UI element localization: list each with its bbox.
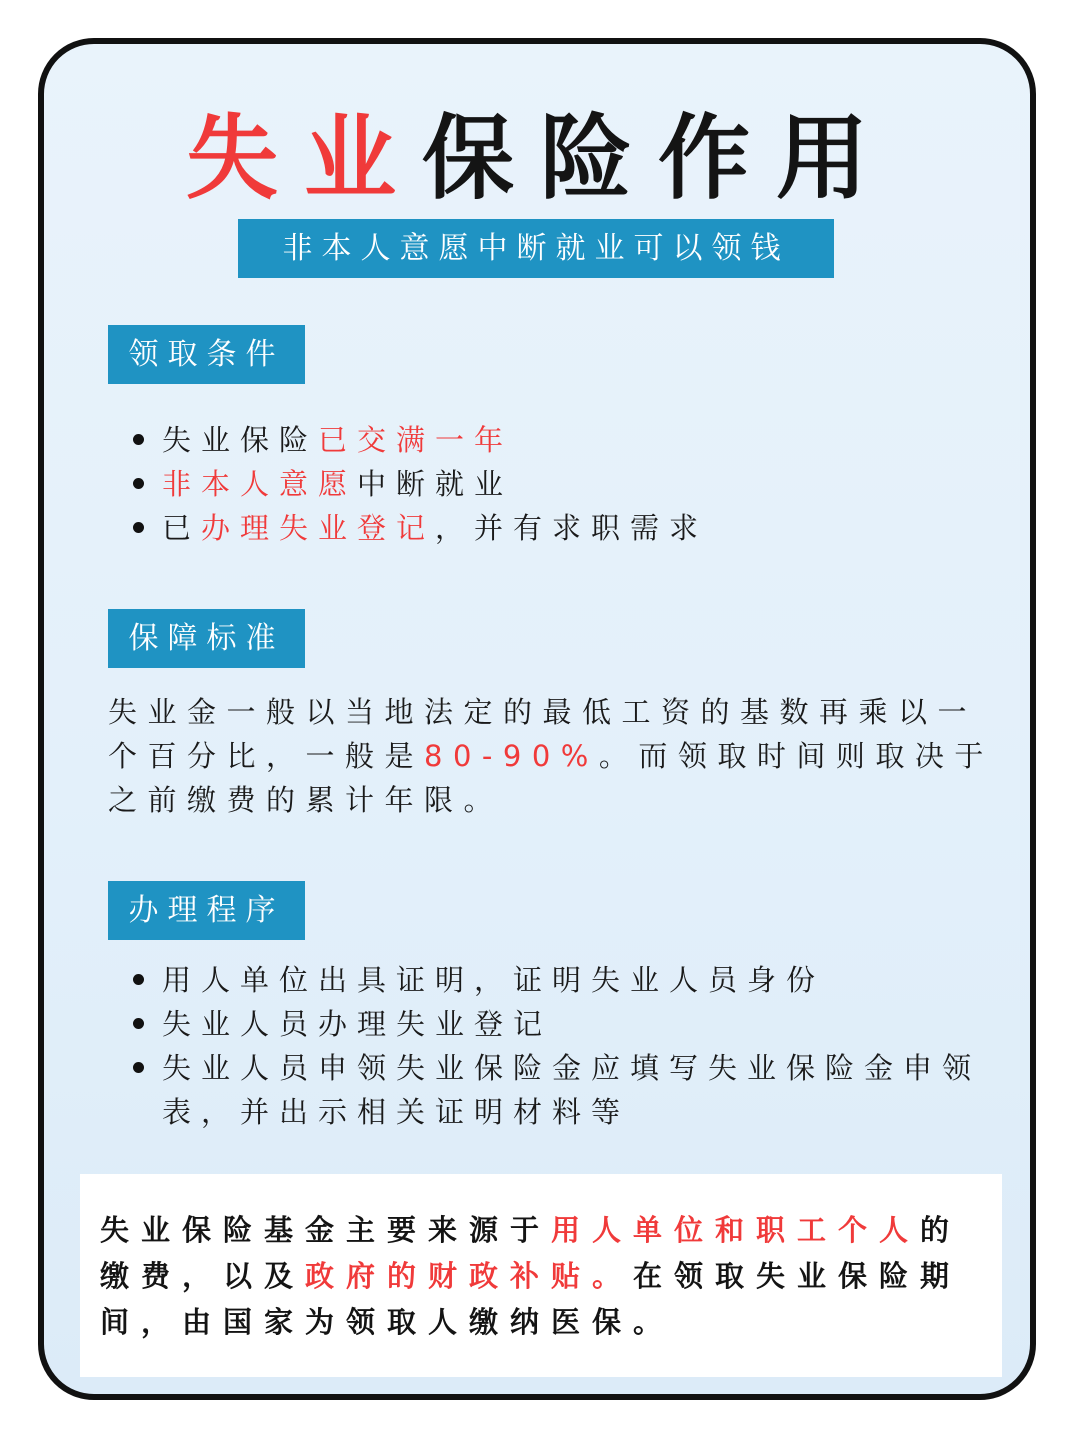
item-highlight: 办理失业登记 (201, 511, 436, 545)
item-text: 用人单位出具证明，证明失业人员身份 (162, 963, 826, 997)
item-text: 失业人员申领失业保险金应填写失业保险金申领表，并出示相关证明材料等 (162, 1051, 982, 1129)
note-text (100, 1207, 982, 1345)
item-text: ，并有求职需求 (435, 511, 709, 545)
title-red-part: 失业 (185, 105, 422, 212)
list-item (128, 418, 708, 462)
list-item (128, 1002, 1008, 1046)
item-text: 中断就业 (357, 467, 514, 501)
paragraph-highlight: 80-90% (424, 739, 599, 773)
subtitle-banner: 非本人意愿中断就业可以领钱 (238, 219, 834, 278)
note-part: 在领取失业保险期间，由国家为领取人缴纳医保。 (100, 1259, 962, 1339)
standard-paragraph (108, 690, 1003, 822)
note-highlight: 政府的财政补贴。 (305, 1259, 634, 1293)
note-part: 的缴费，以及 (100, 1213, 962, 1293)
bullet-icon (133, 478, 144, 489)
paragraph-text: 失业金一般以当地法定的最低工资的基数再乘以一个百分比，一般是 (108, 695, 978, 773)
conditions-list (128, 418, 708, 550)
bullet-icon (133, 974, 144, 985)
list-item (128, 462, 708, 506)
item-highlight: 已交满一年 (318, 423, 514, 457)
list-item (128, 958, 1008, 1002)
title-dark-part: 保险作用 (422, 105, 895, 212)
section-label-procedure: 办理程序 (108, 881, 305, 940)
bullet-icon (133, 1018, 144, 1029)
procedure-list (128, 958, 1008, 1134)
paragraph-text: 。而领取时间则取决于之前缴费的累计年限。 (108, 739, 994, 817)
section-label-conditions: 领取条件 (108, 325, 305, 384)
bullet-icon (133, 434, 144, 445)
item-text: 失业保险 (162, 423, 319, 457)
page-title (0, 104, 1080, 214)
list-item (128, 1046, 1008, 1134)
item-highlight: 非本人意愿 (162, 467, 358, 501)
bullet-icon (133, 1062, 144, 1073)
item-text: 失业人员办理失业登记 (162, 1007, 553, 1041)
note-highlight: 用人单位和职工个人 (551, 1213, 921, 1247)
note-box (80, 1174, 1002, 1377)
section-label-standard: 保障标准 (108, 609, 305, 668)
bullet-icon (133, 522, 144, 533)
note-part: 失业保险基金主要来源于 (100, 1213, 552, 1247)
list-item (128, 506, 708, 550)
item-text: 已 (162, 511, 202, 545)
